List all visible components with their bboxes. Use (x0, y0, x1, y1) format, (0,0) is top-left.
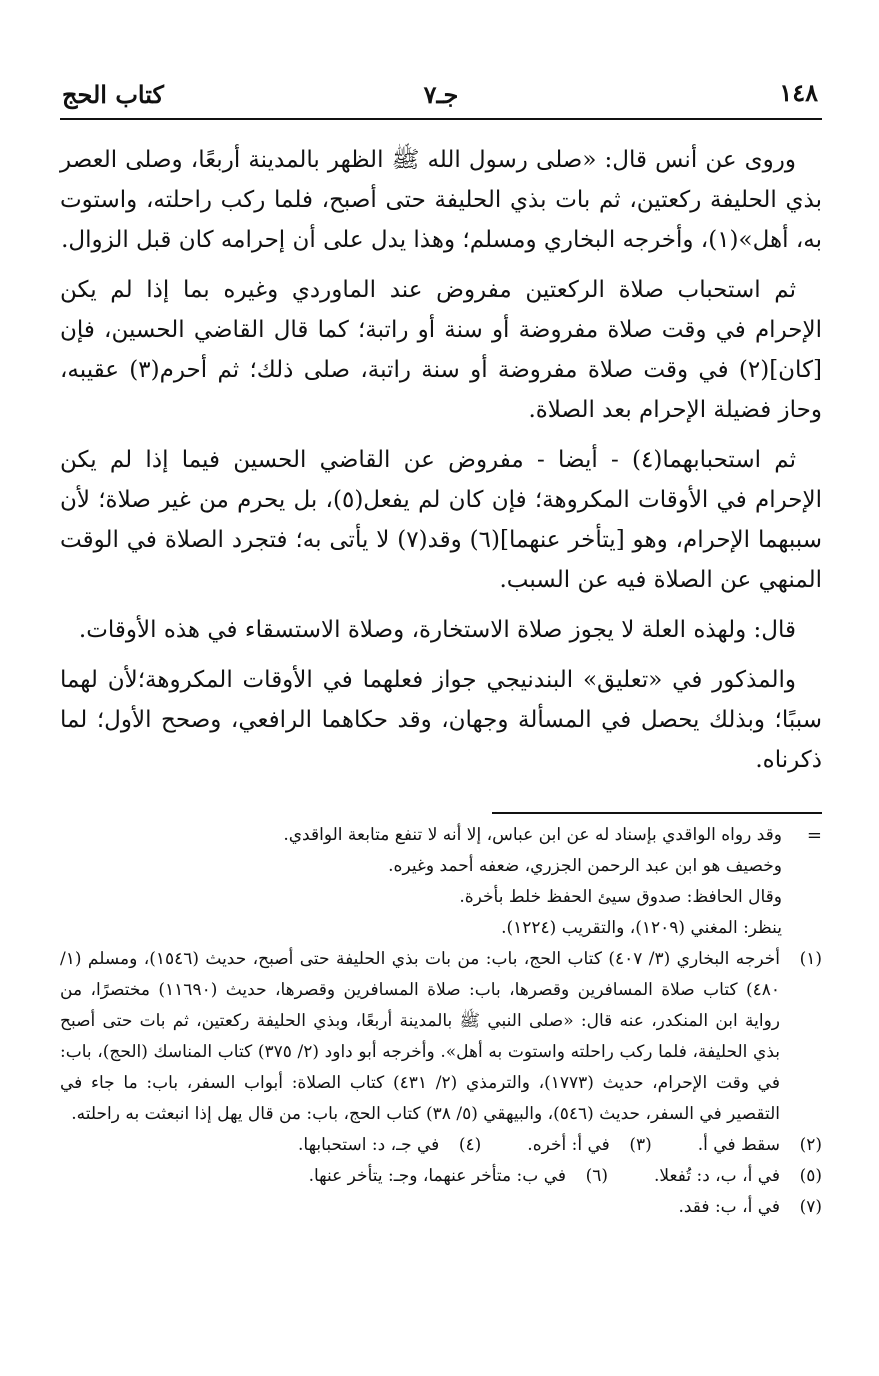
footnote-row (60, 1161, 822, 1192)
footnote-number: (٦) (585, 1166, 608, 1186)
footnote-6 (309, 1161, 608, 1192)
footnote-divider (492, 812, 822, 814)
footnote-number: (٣) (629, 1135, 652, 1155)
footnote-text: في ب: متأخر عنهما، وجـ: يتأخر عنها. (308, 1166, 566, 1186)
footnote-number: (١) (799, 949, 822, 969)
page-number: ١٤٨ (779, 78, 818, 107)
footnote-text: في أ: أخره. (527, 1135, 610, 1155)
paragraph: وروى عن أنس قال: «صلى رسول الله ﷺ الظهر بالمدينة أربعًا، وصلى العصر بذي الحليفة ركعتين، ثم بات بذي الحليفة حتى أصبح، فلما ركب راحلته، واستوت به، أهل»(١)، وأخرجه البخاري ومسلم؛ وهذا يدل على أن إحرامه كان قبل الزوال. (60, 147, 822, 253)
footnotes (60, 820, 822, 1223)
footnote-text: في أ، ب: فقد. (678, 1197, 780, 1217)
footnote-3 (527, 1130, 651, 1161)
book-page (60, 78, 822, 1348)
footnote-text: سقط في أ. (697, 1135, 780, 1155)
footnote-number: (٤) (458, 1135, 482, 1155)
footnote-text: في جـ، د: استحبابها. (297, 1135, 440, 1155)
footnote-row (60, 1130, 822, 1161)
footnote-7 (678, 1192, 822, 1223)
footnote-continuation (60, 820, 822, 944)
footnote-text: أخرجه البخاري (٣/ ٤٠٧) كتاب الحج، باب: من بات بذي الحليفة حتى أصبح، حديث (١٥٤٦)، ومسلم (١/ ٤٨٠) كتاب صلاة المسافرين وقصرها، باب: صلاة المسافرين وقصرها، حديث (١١٦٩٠) مختصرًا، من رواية ابن المنكدر، عنه قال: «صلى النبي ﷺ بالمدينة أربعًا، وبذي الحليفة ركعتين، ثم بات حتى أصبح بذي الحليفة، فلما ركب راحلته واستوت به أهل». وأخرجه أبو داود (٢/ ٣٧٥) كتاب المناسك (الحج)، باب: في وقت الإحرام، حديث (١٧٧٣)، والترمذي (٢/ ٤٣١) كتاب الصلاة: أبواب السفر، باب: ما جاء في التقصير في السفر، حديث (٥٤٦)، والبيهقي (٥/ ٣٨) كتاب الحج، باب: من قال يهل إذا انبعثت به راحلته. (60, 949, 781, 1124)
main-text (60, 140, 822, 780)
footnote-2 (698, 1130, 822, 1161)
footnote-line: وقال الحافظ: صدوق سيئ الحفظ خلط بأخرة. (459, 887, 782, 907)
footnote-line: وقد رواه الواقدي بإسناد له عن ابن عباس، إلا أنه لا تنفع متابعة الواقدي. (283, 825, 782, 845)
footnote-1 (60, 944, 822, 1130)
footnote-line: ينظر: المغني (١٢٠٩)، والتقريب (١٢٢٤). (501, 918, 782, 938)
footnote-number: (٥) (799, 1166, 822, 1186)
footnote-text: في أ، ب، د: تُفعلا. (654, 1166, 780, 1186)
footnote-5 (654, 1161, 822, 1192)
footnote-number: (٧) (799, 1197, 822, 1217)
footnote-row (60, 1192, 822, 1223)
paragraph: قال: ولهذه العلة لا يجوز صلاة الاستخارة، وصلاة الاستسقاء في هذه الأوقات. (78, 617, 796, 643)
page-header (60, 78, 822, 120)
volume-label: جـ٧ (423, 80, 459, 109)
footnote-number: (٢) (799, 1135, 822, 1155)
paragraph: والمذكور في «تعليق» البندنيجي جواز فعلهما في الأوقات المكروهة؛لأن لهما سببًا؛ وبذلك يحصل في المسألة وجهان، وقد حكاهما الرافعي، وصحح الأول؛ لما ذكرناه. (60, 667, 822, 773)
footnote-4 (298, 1130, 481, 1161)
footnote-line: وخصيف هو ابن عبد الرحمن الجزري، ضعفه أحمد وغيره. (388, 856, 782, 876)
paragraph: ثم استحباب صلاة الركعتين مفروض عند الماوردي وغيره بما إذا لم يكن الإحرام في وقت صلاة مفروضة أو سنة أو راتبة؛ كما قال القاضي الحسين، فإن [كان](٢) في وقت صلاة مفروضة أو سنة راتبة، صلى ذلك؛ ثم أحرم(٣) عقيبه، وحاز فضيلة الإحرام بعد الصلاة. (60, 277, 822, 423)
book-title: كتاب الحج (62, 80, 164, 109)
continuation-marker: = (806, 825, 822, 846)
paragraph: ثم استحبابهما(٤) - أيضا - مفروض عن القاضي الحسين فيما إذا لم يكن الإحرام في الأوقات المكروهة؛ فإن كان لم يفعل(٥)، بل يحرم من غير صلاة؛ لأن سببهما الإحرام، وهو [يتأخر عنهما](٦) وقد(٧) لا يأتى به؛ فتجرد الصلاة في الوقت المنهي عن الصلاة فيه عن السبب. (60, 447, 823, 593)
